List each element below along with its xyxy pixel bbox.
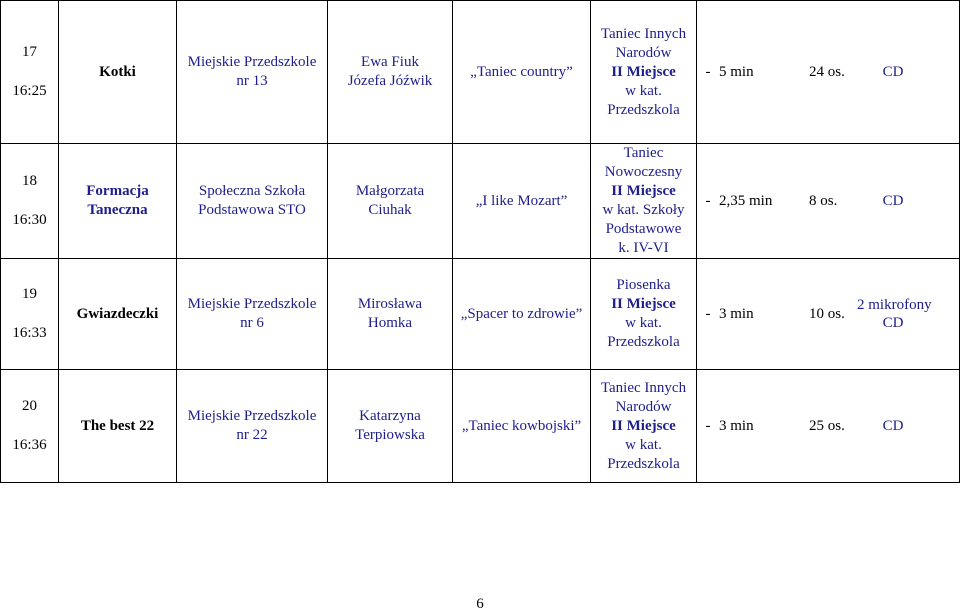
media-type: CD (882, 417, 904, 434)
institution-line: Miejskie Przedszkole (187, 296, 317, 312)
entry-number-cell (1, 1, 59, 144)
group-name: Kotki (59, 1, 177, 144)
participant-count: 8 os. (809, 192, 838, 209)
teacher-line: Mirosława (357, 296, 423, 312)
performance-meta (697, 144, 960, 259)
institution-line: nr 22 (236, 427, 268, 443)
table-row (1, 1, 960, 144)
table-row (1, 144, 960, 259)
entry-number-cell (1, 259, 59, 370)
category-line: Nowoczesny (604, 164, 683, 180)
teacher-cell (328, 370, 453, 483)
entry-number: 17 (22, 44, 37, 60)
media-type: CD (882, 315, 904, 331)
page-number: 6 (476, 596, 484, 612)
category-cell (591, 259, 697, 370)
media-type: CD (882, 63, 904, 80)
category-line: k. IV-VI (618, 240, 669, 256)
institution-line: Społeczna Szkoła (198, 183, 306, 199)
category-cell (591, 144, 697, 259)
category-line: Narodów (615, 398, 672, 415)
performance-meta (697, 1, 960, 144)
category-cell (591, 370, 697, 483)
group-name: Formacja Taneczna (59, 144, 177, 259)
teacher-line: Ewa Fiuk (361, 54, 419, 70)
participant-count: 24 os. (809, 63, 845, 80)
institution-line: nr 13 (236, 73, 268, 89)
institution-line: Miejskie Przedszkole (187, 408, 317, 424)
entry-time: 16:36 (12, 437, 47, 453)
entry-time: 16:33 (12, 325, 47, 341)
entry-number: 19 (22, 286, 37, 302)
dash: - (705, 305, 711, 322)
participant-count: 10 os. (809, 305, 845, 322)
performance-title: „Spacer to zdrowie” (453, 259, 591, 370)
award-place: II Miejsce (611, 296, 676, 312)
duration: 2,35 min (719, 192, 773, 209)
institution-cell (177, 370, 328, 483)
institution-cell (177, 1, 328, 144)
teacher-cell (328, 259, 453, 370)
category-line: Taniec (623, 145, 664, 161)
duration: 5 min (719, 63, 754, 80)
media-type: CD (882, 192, 904, 209)
performance-title: „I like Mozart” (453, 144, 591, 259)
performance-meta (697, 370, 960, 483)
entry-number-cell (1, 144, 59, 259)
entry-number: 18 (22, 173, 37, 189)
performance-meta (697, 259, 960, 370)
duration: 3 min (719, 305, 754, 322)
dash: - (705, 63, 711, 80)
award-place: II Miejsce (611, 183, 676, 199)
award-place: II Miejsce (611, 63, 676, 80)
teacher-line: Terpiowska (355, 427, 425, 443)
group-name: Gwiazdeczki (59, 259, 177, 370)
entry-number: 20 (22, 398, 37, 414)
group-name: The best 22 (59, 370, 177, 483)
table-row (1, 259, 960, 370)
teacher-line: Ciuhak (368, 202, 412, 218)
performance-title: „Taniec country” (453, 1, 591, 144)
media-cell (857, 296, 932, 332)
institution-line: Podstawowa STO (198, 202, 306, 218)
teacher-line: Homka (367, 315, 413, 331)
duration: 3 min (719, 417, 754, 434)
entry-time: 16:25 (12, 83, 47, 99)
category-line: w kat. Przedszkola (607, 315, 680, 350)
category-line: w kat. Przedszkola (607, 436, 680, 472)
category-line: Podstawowe (605, 221, 682, 237)
category-line: Taniec Innych (600, 379, 687, 396)
equipment-note: 2 mikrofony (857, 297, 932, 313)
category-line: Narodów (615, 44, 672, 61)
entry-number-cell (1, 370, 59, 483)
entry-time: 16:30 (12, 212, 47, 228)
dash: - (705, 192, 711, 209)
category-line: Taniec Innych (600, 25, 687, 42)
participant-count: 25 os. (809, 417, 845, 434)
category-cell (591, 1, 697, 144)
institution-cell (177, 144, 328, 259)
teacher-cell (328, 1, 453, 144)
table-row (1, 370, 960, 483)
teacher-line: Józefa Jóźwik (347, 73, 433, 89)
dash: - (705, 417, 711, 434)
category-line: w kat. Szkoły (602, 202, 685, 218)
teacher-line: Małgorzata (355, 183, 425, 199)
category-line: w kat. Przedszkola (607, 82, 680, 118)
teacher-line: Katarzyna (359, 408, 421, 424)
category-line: Piosenka (616, 277, 671, 293)
institution-line: Miejskie Przedszkole (187, 54, 317, 70)
teacher-cell (328, 144, 453, 259)
award-place: II Miejsce (611, 417, 676, 434)
institution-line: nr 6 (240, 315, 264, 331)
performance-title: „Taniec kowbojski” (453, 370, 591, 483)
institution-cell (177, 259, 328, 370)
